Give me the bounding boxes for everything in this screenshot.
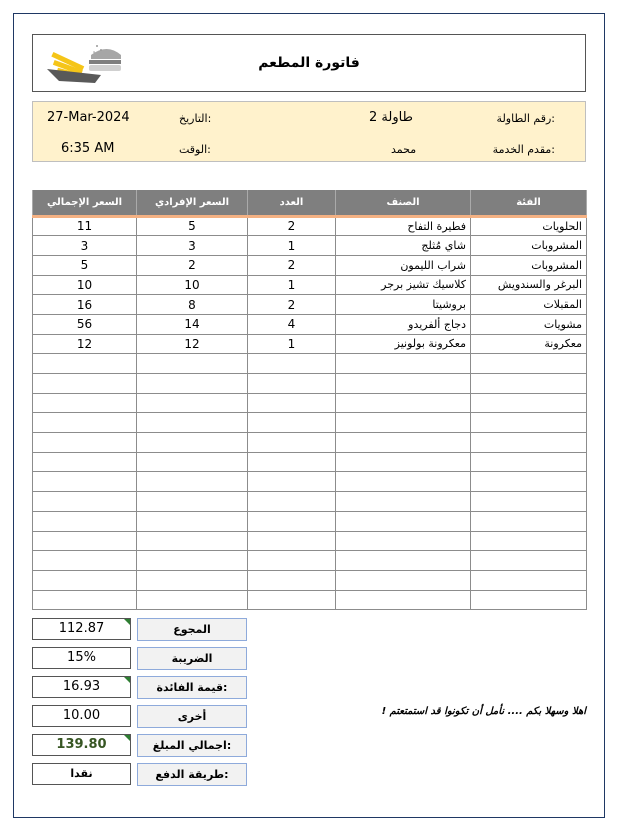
empty-cell xyxy=(248,472,336,492)
empty-cell xyxy=(33,531,137,551)
empty-cell xyxy=(137,452,248,472)
cell-unit-price: 3 xyxy=(137,236,248,256)
table-header-row xyxy=(33,190,587,216)
empty-cell xyxy=(336,472,471,492)
empty-cell xyxy=(33,393,137,413)
header-category: الفئة xyxy=(471,190,587,216)
empty-cell xyxy=(33,413,137,433)
empty-table-row xyxy=(33,570,587,590)
cell-item: كلاسيك تشيز برجر xyxy=(336,275,471,295)
time-label: الوقت: xyxy=(179,143,211,156)
payment-method-value: نقدا xyxy=(32,763,131,785)
interest-value: 16.93 xyxy=(32,676,131,698)
cell-total: 12 xyxy=(33,334,137,354)
cell-qty: 1 xyxy=(248,275,336,295)
empty-cell xyxy=(33,433,137,453)
cell-item: معكرونة بولونيز xyxy=(336,334,471,354)
cell-total: 10 xyxy=(33,275,137,295)
empty-cell xyxy=(137,531,248,551)
empty-cell xyxy=(336,570,471,590)
empty-cell xyxy=(336,354,471,374)
empty-cell xyxy=(336,511,471,531)
empty-cell xyxy=(137,511,248,531)
empty-cell xyxy=(137,590,248,610)
empty-cell xyxy=(471,433,587,453)
cell-qty: 2 xyxy=(248,295,336,315)
cell-item: شراب الليمون xyxy=(336,255,471,275)
empty-cell xyxy=(33,452,137,472)
other-label: أخرى xyxy=(137,705,247,728)
empty-cell xyxy=(33,590,137,610)
other-value: 10.00 xyxy=(32,705,131,727)
cell-total: 5 xyxy=(33,255,137,275)
empty-cell xyxy=(248,354,336,374)
cell-category: معكرونة xyxy=(471,334,587,354)
empty-cell xyxy=(248,570,336,590)
cell-item: بروشيتا xyxy=(336,295,471,315)
empty-cell xyxy=(248,433,336,453)
empty-cell xyxy=(137,492,248,512)
empty-table-row xyxy=(33,551,587,571)
cell-total: 16 xyxy=(33,295,137,315)
date-value: 27-Mar-2024 xyxy=(47,110,130,125)
table-row xyxy=(33,216,587,236)
empty-cell xyxy=(137,374,248,394)
header-total: السعر الإجمالي xyxy=(33,190,137,216)
empty-cell xyxy=(471,374,587,394)
empty-cell xyxy=(137,354,248,374)
empty-cell xyxy=(33,570,137,590)
table-row xyxy=(33,255,587,275)
interest-label: قيمة الفائدة: xyxy=(137,676,247,699)
empty-cell xyxy=(248,452,336,472)
empty-cell xyxy=(137,570,248,590)
cell-item: شاي مُثلج xyxy=(336,236,471,256)
table-number-label: رقم الطاولة: xyxy=(496,112,555,125)
empty-cell xyxy=(137,413,248,433)
cell-qty: 4 xyxy=(248,314,336,334)
empty-cell xyxy=(471,452,587,472)
table-row xyxy=(33,334,587,354)
empty-table-row xyxy=(33,452,587,472)
empty-cell xyxy=(471,413,587,433)
empty-table-row xyxy=(33,492,587,512)
empty-cell xyxy=(471,354,587,374)
empty-cell xyxy=(471,511,587,531)
empty-cell xyxy=(33,354,137,374)
items-body xyxy=(33,216,587,610)
empty-table-row xyxy=(33,374,587,394)
table-row xyxy=(33,236,587,256)
empty-cell xyxy=(336,393,471,413)
empty-cell xyxy=(471,531,587,551)
cell-total: 11 xyxy=(33,216,137,236)
cell-category: الحلويات xyxy=(471,216,587,236)
empty-cell xyxy=(137,551,248,571)
cell-category: مشويات xyxy=(471,314,587,334)
empty-cell xyxy=(33,511,137,531)
empty-cell xyxy=(33,472,137,492)
empty-cell xyxy=(336,551,471,571)
cell-qty: 2 xyxy=(248,255,336,275)
empty-table-row xyxy=(33,393,587,413)
invoice-title: فاتورة المطعم xyxy=(258,55,360,71)
empty-cell xyxy=(471,551,587,571)
empty-cell xyxy=(248,492,336,512)
cell-item: دجاج ألفريدو xyxy=(336,314,471,334)
empty-cell xyxy=(33,492,137,512)
empty-table-row xyxy=(33,354,587,374)
empty-cell xyxy=(336,492,471,512)
empty-cell xyxy=(471,590,587,610)
empty-cell xyxy=(248,374,336,394)
empty-table-row xyxy=(33,413,587,433)
cell-unit-price: 10 xyxy=(137,275,248,295)
empty-cell xyxy=(137,472,248,492)
cell-unit-price: 2 xyxy=(137,255,248,275)
date-label: التاريخ: xyxy=(179,112,212,125)
empty-table-row xyxy=(33,433,587,453)
empty-table-row xyxy=(33,590,587,610)
cell-item: فطيرة التفاح xyxy=(336,216,471,236)
cell-total: 56 xyxy=(33,314,137,334)
empty-cell xyxy=(248,393,336,413)
grand-total-value: 139.80 xyxy=(32,734,131,756)
empty-cell xyxy=(137,433,248,453)
time-value: 6:35 AM xyxy=(61,141,115,156)
empty-cell xyxy=(336,590,471,610)
empty-cell xyxy=(137,393,248,413)
subtotal-label: المجوع xyxy=(137,618,247,641)
info-panel xyxy=(32,101,586,162)
empty-cell xyxy=(336,531,471,551)
table-row xyxy=(33,295,587,315)
empty-cell xyxy=(471,492,587,512)
empty-cell xyxy=(471,570,587,590)
items-table xyxy=(32,190,587,610)
empty-table-row xyxy=(33,511,587,531)
empty-cell xyxy=(471,393,587,413)
thank-you-message: اهلا وسهلا بكم .... نأمل أن تكونوا قد استمتعتم ! xyxy=(381,706,586,717)
table-row xyxy=(33,275,587,295)
table-number-value: طاولة 2 xyxy=(369,110,413,125)
cell-unit-price: 12 xyxy=(137,334,248,354)
empty-cell xyxy=(336,433,471,453)
empty-cell xyxy=(248,590,336,610)
grand-total-label: اجمالي المبلغ: xyxy=(137,734,247,757)
cell-qty: 1 xyxy=(248,334,336,354)
empty-cell xyxy=(336,374,471,394)
tax-value: 15% xyxy=(32,647,131,669)
empty-cell xyxy=(248,413,336,433)
cell-unit-price: 5 xyxy=(137,216,248,236)
empty-cell xyxy=(471,472,587,492)
table-row xyxy=(33,314,587,334)
empty-cell xyxy=(336,413,471,433)
empty-cell xyxy=(248,531,336,551)
cell-unit-price: 8 xyxy=(137,295,248,315)
header-qty: العدد xyxy=(248,190,336,216)
cell-qty: 2 xyxy=(248,216,336,236)
subtotal-value: 112.87 xyxy=(32,618,131,640)
cell-category: المشروبات xyxy=(471,236,587,256)
empty-cell xyxy=(248,551,336,571)
empty-cell xyxy=(33,374,137,394)
cell-total: 3 xyxy=(33,236,137,256)
cell-category: البرغر والسندويش xyxy=(471,275,587,295)
cell-unit-price: 14 xyxy=(137,314,248,334)
header-item: الصنف xyxy=(336,190,471,216)
server-value: محمد xyxy=(391,143,417,156)
payment-method-label: طريقة الدفع: xyxy=(137,763,247,786)
tax-label: الضريبة xyxy=(137,647,247,670)
server-label: مقدم الخدمة: xyxy=(492,143,555,156)
cell-category: المشروبات xyxy=(471,255,587,275)
empty-cell xyxy=(248,511,336,531)
cell-category: المقبلات xyxy=(471,295,587,315)
cell-qty: 1 xyxy=(248,236,336,256)
empty-cell xyxy=(336,452,471,472)
invoice-header xyxy=(32,34,586,92)
empty-table-row xyxy=(33,531,587,551)
empty-cell xyxy=(33,551,137,571)
empty-table-row xyxy=(33,472,587,492)
header-unit-price: السعر الإفرادي xyxy=(137,190,248,216)
